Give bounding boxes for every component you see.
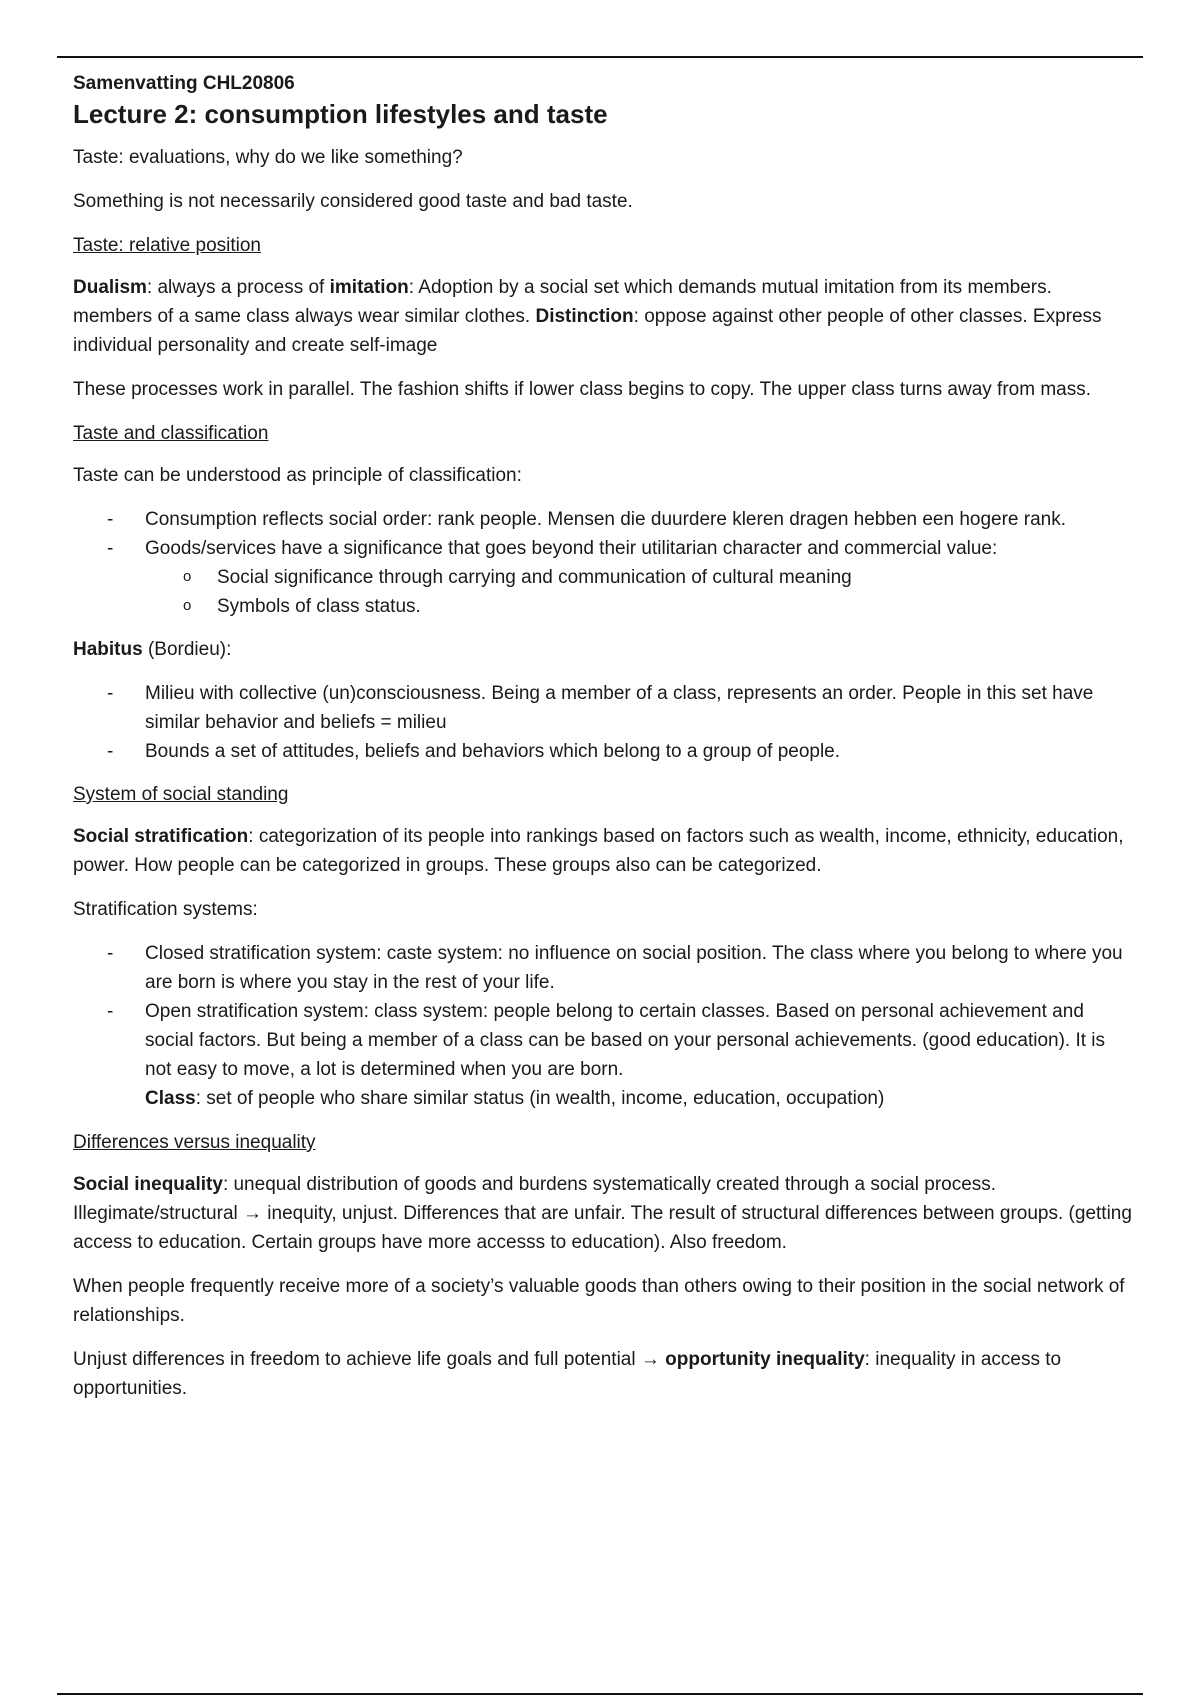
distinction-term: Distinction: [535, 306, 634, 327]
list-item: [73, 534, 1135, 621]
list-item: - Consumption reflects social order: rank people. Mensen die duurdere kleren dragen hebben een hogere rank.: [73, 505, 1135, 534]
classification-intro: Taste can be understood as principle of classification:: [73, 465, 522, 486]
dualism-term: Dualism: [73, 277, 147, 298]
list-item-text: Goods/services have a significance that goes beyond their utilitarian character and commercial value:: [145, 538, 998, 559]
document-body: [73, 71, 1135, 1418]
parallel-paragraph: These processes work in parallel. The fashion shifts if lower class begins to copy. The upper class turns away from mass.: [73, 379, 1092, 400]
doc-label: Samenvatting CHL20806: [73, 73, 295, 94]
stratification-text: : categorization of its people into rankings based on factors such as wealth, income, ethnicity, education, power. How people can be categorized in groups. These groups also can be categorized.: [73, 826, 1124, 876]
heading-social-standing: System of social standing: [73, 784, 289, 805]
list-item: - Closed stratification system: caste system: no influence on social position. The class where you belong to where you are born is where you stay in the rest of your life.: [73, 939, 1135, 997]
imitation-term: imitation: [329, 277, 409, 298]
class-term: Class: [145, 1088, 196, 1109]
sub-list-item: o Symbols of class status.: [145, 592, 1135, 621]
class-definition: [73, 1084, 1135, 1113]
heading-inequality: Differences versus inequality: [73, 1132, 316, 1153]
inequality-term: Social inequality: [73, 1174, 223, 1195]
habitus-list: [73, 679, 1135, 766]
dualism-text-a: : always a process of: [146, 277, 330, 298]
sub-list-item: o Social significance through carrying and communication of cultural meaning: [145, 563, 1135, 592]
intro-paragraph-2: Something is not necessarily considered good taste and bad taste.: [73, 191, 633, 212]
heading-classification: Taste and classification: [73, 423, 269, 444]
list-item: - Bounds a set of attitudes, beliefs and behaviors which belong to a group of people.: [73, 737, 1135, 766]
classification-list: [73, 505, 1135, 621]
classification-sublist: [145, 563, 1135, 621]
inequality-paragraph: [73, 1170, 1135, 1257]
intro-paragraph-1: Taste: evaluations, why do we like something?: [73, 147, 463, 168]
opportunity-text-a: Unjust differences in freedom to achieve life goals and full potential: [73, 1349, 641, 1370]
dualism-text-b: : Adoption by a social set which demands mutual imitation from its members. members of a same class always wear similar clothes.: [73, 277, 1052, 327]
systems-intro: Stratification systems:: [73, 899, 258, 920]
class-text: : set of people who share similar status (in wealth, income, education, occupation): [195, 1088, 885, 1109]
arrow-icon: →: [243, 1203, 263, 1224]
arrow-icon: →: [640, 1349, 660, 1370]
top-rule: [57, 56, 1143, 58]
opportunity-term: opportunity inequality: [665, 1349, 865, 1370]
dualism-text-c: : oppose against other people of other classes. Express individual personality and create self-image: [73, 306, 1102, 356]
stratification-term: Social stratification: [73, 826, 249, 847]
stratification-paragraph: [73, 822, 1135, 880]
opportunity-text-b: : inequality in access to opportunities.: [73, 1349, 1062, 1399]
doc-title: Lecture 2: consumption lifestyles and taste: [73, 99, 608, 129]
habitus-text: (Bordieu):: [142, 639, 232, 660]
opportunity-paragraph: [73, 1345, 1135, 1403]
habitus-paragraph: [73, 635, 1135, 664]
dualism-paragraph: [73, 273, 1135, 360]
list-item: - Open stratification system: class system: people belong to certain classes. Based on personal achievement and social factors. But being a member of a class can be based on your personal achievements. (good education). It is not easy to move, a lot is determined when you are born.: [73, 997, 1135, 1084]
systems-list: [73, 939, 1135, 1084]
bottom-rule: [57, 1693, 1143, 1695]
list-item: - Milieu with collective (un)consciousness. Being a member of a class, represents an order. People in this set have similar behavior and beliefs = milieu: [73, 679, 1135, 737]
valuable-goods-paragraph: When people frequently receive more of a society’s valuable goods than others owing to their position in the social network of relationships.: [73, 1276, 1125, 1326]
inequality-text-b: inequity, unjust. Differences that are unfair. The result of structural differences between groups. (getting access to education. Certain groups have more accesss to education). Also freedom.: [73, 1203, 1132, 1253]
inequality-text-a: : unequal distribution of goods and burdens systematically created through a social process. Illegimate/structural: [73, 1174, 997, 1224]
habitus-term: Habitus: [73, 639, 143, 660]
heading-relative-position: Taste: relative position: [73, 235, 261, 256]
